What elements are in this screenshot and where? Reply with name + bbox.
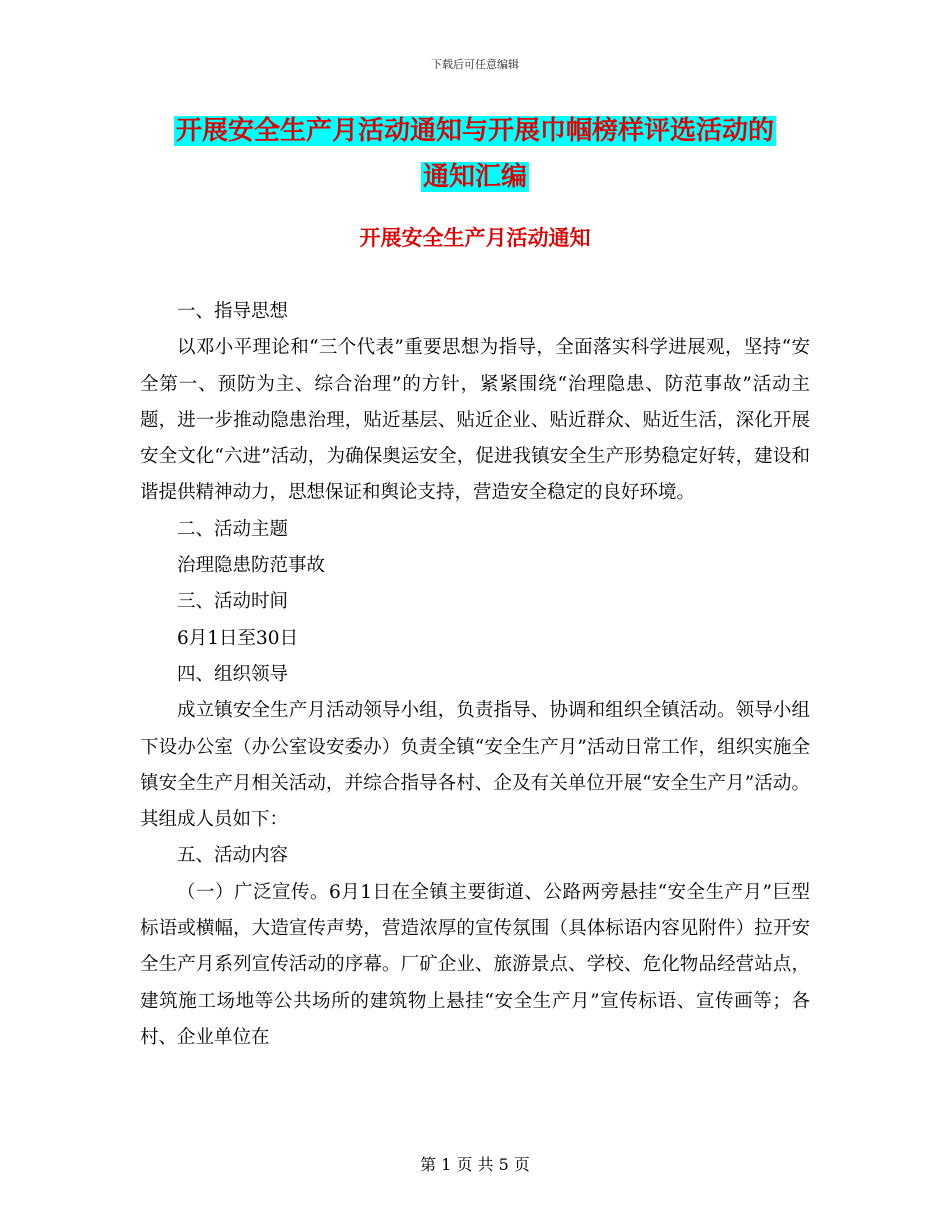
- paragraph-activity-theme: 治理隐患防范事故: [177, 555, 326, 577]
- page-footer: 第 1 页 共 5 页: [420, 1155, 530, 1174]
- heading-guiding-thought: 一、指导思想: [177, 301, 289, 322]
- document-title-line-2: 通知汇编: [422, 162, 527, 192]
- heading-activity-time: 三、活动时间: [177, 591, 289, 613]
- paragraph-guiding-thought: 以邓小平理论和“三个代表”重要思想为指导，全面落实科学进展观，坚持“安全第一、预防为主、综合治理”的方针，紧紧围绕“治理隐患、防范事故”活动主题，进一步推动隐患治理，贴近基层、贴近企业、贴近群众、贴近生活，深化开展安全文化“六进”活动，为确保奥运安全，促进我镇安全生产形势稳定好转，建设和谐提供精神动力，思想保证和舆论支持，营造安全稳定的良好环境。: [140, 337, 810, 504]
- document-body: [140, 294, 810, 1056]
- paragraph-activity-content: （一）广泛宣传。6月1日在全镇主要街道、公路两旁悬挂“安全生产月”巨型标语或横幅，大造宣传声势，营造浓厚的宣传氛围（具体标语内容见附件）拉开安全生产月系列宣传活动的序幕。厂矿企业、旅游景点、学校、危化物品经营站点，建筑施工场地等公共场所的建筑物上悬挂“安全生产月”宣传标语、宣传画等；各村、企业单位在: [140, 881, 810, 1048]
- heading-activity-theme: 二、活动主题: [177, 518, 289, 540]
- document-title: [140, 108, 810, 200]
- document-title-line-1: 开展安全生产月活动通知与开展巾帼榜样评选活动的: [175, 116, 774, 146]
- header-note: 下载后可任意编辑: [431, 58, 519, 71]
- heading-activity-content: 五、活动内容: [177, 845, 289, 867]
- heading-organization: 四、组织领导: [177, 663, 289, 685]
- section-title: 开展安全生产月活动通知: [359, 226, 591, 250]
- paragraph-activity-time: 6月1日至30日: [177, 627, 299, 649]
- paragraph-organization: 成立镇安全生产月活动领导小组，负责指导、协调和组织全镇活动。领导小组下设办公室（办公室设安委办）负责全镇“安全生产月”活动日常工作，组织实施全镇安全生产月相关活动，并综合指导各村、企及有关单位开展“安全生产月”活动。其组成人员如下：: [140, 700, 810, 831]
